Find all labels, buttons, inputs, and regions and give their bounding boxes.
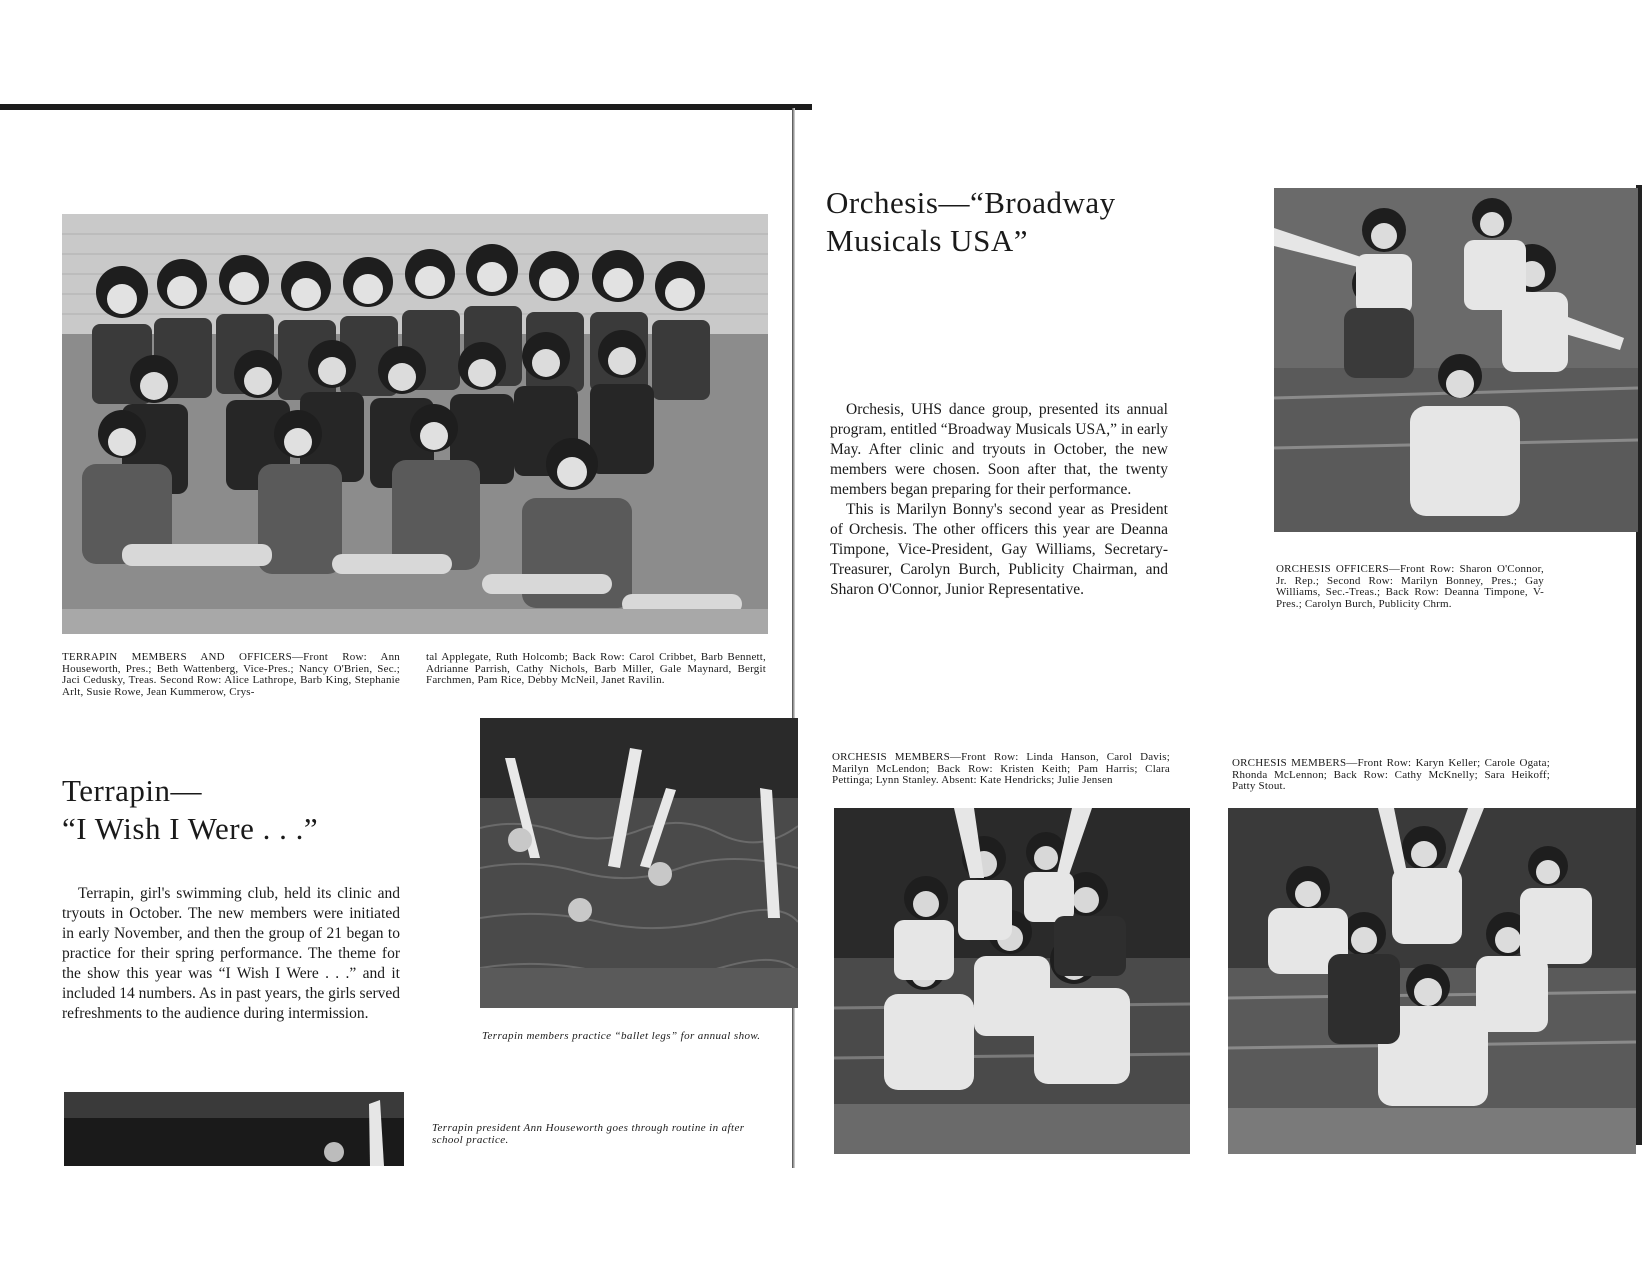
terrapin-group-caption-col1: TERRAPIN MEMBERS AND OFFICERS—Front Row: Ann Houseworth, Pres.; Beth Wattenberg, Vice-Pres.; Nancy O'Brien, Sec.; Jaci Cedusky, Treas. Second Row: Alice Lathrope, Barb King, Stephanie Arlt, Susie Rowe, Jean Kummerow, Crys- (62, 651, 400, 698)
orchesis-title-line1: Orchesis—“Broadway (826, 185, 1116, 220)
orchesis-body-paragraph-1: Orchesis, UHS dance group, presented its annual program, entitled “Broadway Musicals USA,” in early May. After clinic and tryouts in October, the new members were chosen. Soon after that, the twenty members began preparing for their performance. (830, 401, 1168, 498)
terrapin-routine-photo (64, 1092, 404, 1166)
terrapin-title-line1: Terrapin— (62, 773, 203, 808)
orchesis-members-caption-b: ORCHESIS MEMBERS—Front Row: Karyn Keller; Carole Ogata; Rhonda McLennon; Back Row: Cathy McKnelly; Sara Heikoff; Patty Stout. (1232, 757, 1550, 792)
orchesis-title (826, 184, 1246, 260)
orchesis-officers-photo (1274, 188, 1638, 532)
terrapin-president-caption: Terrapin president Ann Houseworth goes through routine in after school practice. (432, 1122, 745, 1146)
top-rule (0, 104, 812, 110)
orchesis-body-paragraph-2: This is Marilyn Bonny's second year as President of Orchesis. The other officers this year are Deanna Timpone, Vice-President, Gay Williams, Secretary-Treasurer, Carolyn Burch, Publicity Chairman, and Sharon O'Connor, Junior Representative. (830, 501, 1168, 598)
terrapin-pool-photo (480, 718, 798, 1008)
orchesis-members-caption-a: ORCHESIS MEMBERS—Front Row: Linda Hanson, Carol Davis; Marilyn McLendon; Back Row: Kristen Keith; Pam Harris; Clara Pettinga; Lynn Stanley. Absent: Kate Hendricks; Julie Jensen (832, 751, 1170, 786)
orchesis-officers-caption: ORCHESIS OFFICERS—Front Row: Sharon O'Connor, Jr. Rep.; Second Row: Marilyn Bonney, Pres.; Gay Williams, Sec.-Treas.; Back Row: Deanna Timpone, V-Pres.; Carolyn Burch, Publicity Chrm. (1276, 563, 1544, 610)
terrapin-title-line2: “I Wish I Were . . .” (62, 811, 319, 846)
page-gutter (792, 108, 795, 1168)
terrapin-pool-caption: Terrapin members practice “ballet legs” for annual show. (482, 1030, 761, 1042)
orchesis-members-photo-a (834, 808, 1190, 1154)
terrapin-group-photo (62, 214, 768, 634)
orchesis-body (830, 400, 1168, 600)
orchesis-members-photo-b (1228, 808, 1636, 1154)
terrapin-group-caption-col2: tal Applegate, Ruth Holcomb; Back Row: Carol Cribbet, Barb Bennett, Adrianne Parrish, Cathy Nichols, Barb Miller, Gale Maynard, Bergit Farchmen, Pam Rice, Debby McNeil, Janet Ravilin. (426, 651, 766, 686)
orchesis-title-line2: Musicals USA” (826, 223, 1028, 258)
terrapin-body (62, 884, 400, 1024)
terrapin-title (62, 772, 442, 848)
terrapin-body-paragraph: Terrapin, girl's swimming club, held its clinic and tryouts in October. The new members were initiated in early November, and then the group of 21 began to practice for their spring performance. The theme for the show this year was “I Wish I Were . . .” and it included 14 numbers. As in past years, the girls served refreshments to the audience during intermission. (62, 885, 400, 1022)
